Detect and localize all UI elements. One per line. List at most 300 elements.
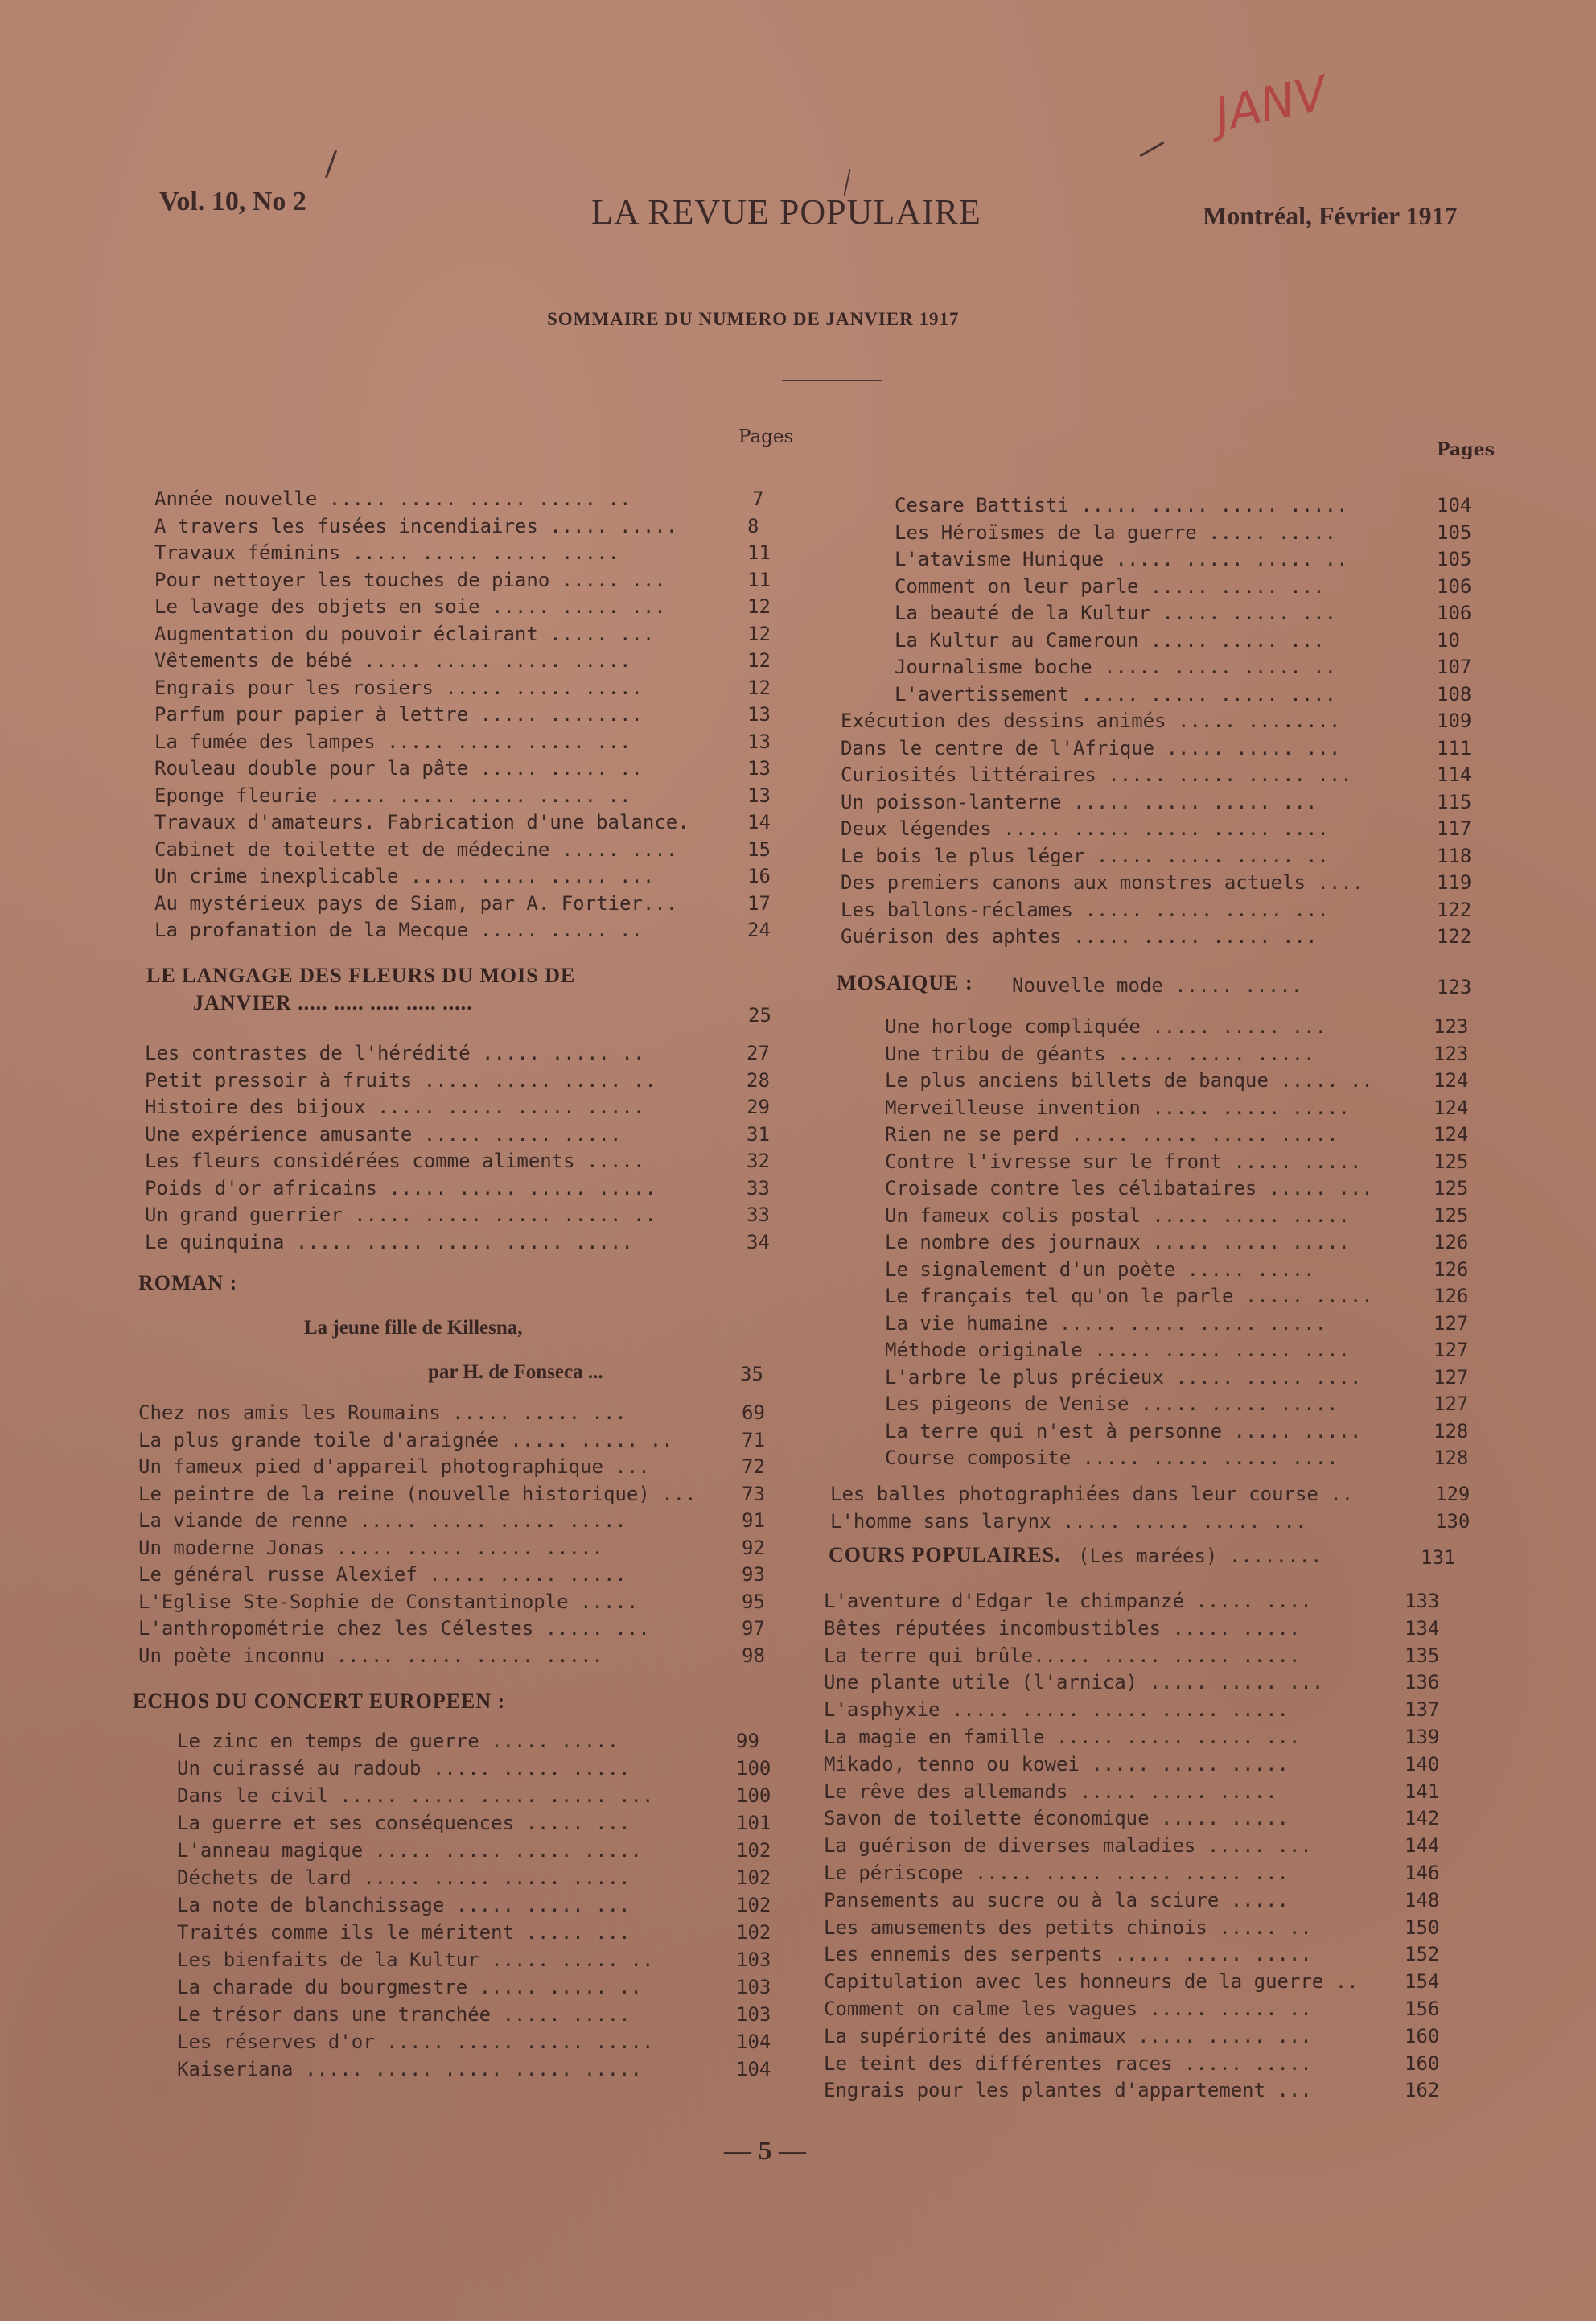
toc-entry (154, 838, 677, 861)
entry-title: La terre qui brûle..... ..... ..... ..... (824, 1644, 1301, 1667)
entry-page-number: 33 (747, 1176, 770, 1200)
page-folio: — 5 — (724, 2136, 806, 2166)
toc-entry (895, 683, 1336, 706)
echos-heading: ECHOS DU CONCERT EUROPEEN : (133, 1689, 506, 1713)
toc-entry (885, 1204, 1350, 1227)
toc-entry (138, 1401, 627, 1424)
entry-title: Les contrastes de l'hérédité ..... ..... .. (145, 1042, 645, 1064)
entry-page-number: 99 (736, 1730, 759, 1752)
entry-title: Année nouvelle ..... ..... ..... ..... .. (154, 488, 631, 510)
entry-page-number: 154 (1405, 1970, 1440, 1994)
entry-title: Cabinet de toilette et de médecine ..... .... (154, 837, 678, 861)
entry-page-number: 100 (736, 1784, 771, 1807)
toc-entry (885, 1447, 1339, 1469)
entry-page-number: 134 (1405, 1616, 1440, 1640)
toc-entry (885, 1177, 1373, 1200)
entry-title: Le trésor dans une tranchée ..... ..... (177, 2003, 631, 2026)
toc-entry (154, 811, 689, 833)
toc-entry (177, 2003, 631, 2026)
entry-page-number: 148 (1405, 1888, 1440, 1912)
entry-page-number: 115 (1437, 790, 1472, 813)
toc-entry (154, 515, 677, 537)
entry-page-number: 114 (1437, 763, 1472, 786)
toc-entry (154, 703, 643, 726)
entry-page-number: 102 (736, 1866, 771, 1889)
entry-page-number: 137 (1405, 1698, 1440, 1722)
entry-title: La supériorité des animaux ..... ..... ... (824, 2024, 1312, 2047)
entry-page-number: 136 (1405, 1671, 1440, 1694)
roman-title: La jeune fille de Killesna, (304, 1317, 523, 1339)
entry-title: Exécution des dessins animés ..... ........ (841, 710, 1341, 732)
entry-title: Le périscope ..... ..... ..... ..... ... (824, 1862, 1289, 1884)
entry-page-number: 12 (747, 649, 771, 672)
ink-stroke (1140, 142, 1165, 158)
entry-title: Les amusements des petits chinois ..... .. (824, 1916, 1312, 1939)
entry-page-number: 104 (736, 2031, 771, 2053)
entry-title: Un poète inconnu ..... ..... ..... ..... (138, 1644, 603, 1667)
toc-entry (885, 1285, 1373, 1307)
toc-entry (138, 1591, 638, 1613)
entry-page-number: 124 (1434, 1096, 1469, 1119)
entry-title: Rien ne se perd ..... ..... ..... ..... (885, 1123, 1339, 1146)
entry-page-number: 124 (1434, 1123, 1469, 1146)
toc-entry (824, 1834, 1312, 1857)
entry-page-number: 12 (747, 595, 771, 618)
entry-title: Engrais pour les plantes d'appartement ... (824, 2079, 1312, 2102)
toc-entry (895, 629, 1325, 652)
toc-entry (824, 1916, 1312, 1939)
toc-entry (177, 1784, 653, 1807)
toc-entry (177, 1894, 631, 1916)
entry-page-number: 162 (1405, 2079, 1440, 2102)
entry-title: Cesare Battisti ..... ..... ..... ..... (895, 494, 1348, 516)
toc-entry (154, 649, 631, 672)
toc-entry (885, 1258, 1315, 1281)
entry-page-number: 127 (1434, 1311, 1469, 1335)
entry-page-number: 105 (1437, 548, 1472, 570)
entry-page-number: 35 (740, 1363, 763, 1385)
entry-title: Chez nos amis les Roumains ..... ..... ... (138, 1401, 627, 1424)
entry-page-number: 126 (1434, 1231, 1469, 1253)
toc-entry (824, 1726, 1300, 1748)
entry-page-number: 123 (1437, 976, 1472, 998)
toc-entry (138, 1537, 603, 1559)
entry-page-number: 69 (742, 1401, 765, 1424)
toc-entry (895, 494, 1348, 516)
entry-title: Travaux féminins ..... ..... ..... ..... (154, 541, 619, 564)
cours-heading: COURS POPULAIRES. (829, 1543, 1061, 1566)
toc-entry (824, 2052, 1312, 2075)
issue-date: Montréal, Février 1917 (1203, 201, 1458, 230)
toc-entry (841, 817, 1329, 840)
entry-page-number: 150 (1405, 1916, 1440, 1939)
entry-page-number: 125 (1434, 1150, 1469, 1173)
entry-title: La fumée des lampes ..... ..... ..... ... (154, 730, 631, 753)
entry-title: La vie humaine ..... ..... ..... ..... (885, 1311, 1327, 1335)
entry-page-number: 8 (747, 514, 759, 537)
toc-entry (841, 845, 1329, 867)
entry-title: Kaiseriana ..... ..... ..... ..... ..... (177, 2058, 642, 2080)
entry-title: Eponge fleurie ..... ..... ..... ..... .. (154, 784, 631, 807)
toc-entry (138, 1563, 627, 1586)
toc-entry (895, 656, 1336, 678)
entry-title: Parfum pour papier à lettre ..... ........ (154, 703, 643, 726)
entry-title: Travaux d'amateurs. Fabrication d'une balance. (154, 811, 689, 833)
entry-title: Au mystérieux pays de Siam, par A. Fortier... (154, 891, 678, 915)
entry-page-number: 106 (1437, 602, 1472, 624)
entry-title: La viande de renne ..... ..... ..... ..... (138, 1509, 627, 1532)
entry-page-number: 11 (747, 568, 771, 591)
toc-entry (824, 1780, 1277, 1803)
entry-title: Un fameux pied d'appareil photographique ... (138, 1455, 650, 1478)
entry-page-number: 31 (747, 1122, 770, 1146)
toc-entry (895, 548, 1348, 570)
toc-entry (154, 595, 666, 618)
toc-entry (824, 1698, 1289, 1721)
toc-entry (177, 1839, 642, 1862)
entry-page-number: 142 (1405, 1807, 1440, 1830)
entry-page-number: 102 (736, 1894, 771, 1916)
entry-page-number: 103 (736, 1976, 771, 1998)
entry-title: Le quinquina ..... ..... ..... ..... ..... (145, 1230, 633, 1253)
entry-page-number: 123 (1434, 1015, 1469, 1038)
toc-entry (177, 2058, 642, 2080)
toc-entry (154, 784, 631, 807)
entry-page-number: 104 (736, 2058, 771, 2080)
entry-title: L'arbre le plus précieux ..... ..... .... (885, 1365, 1362, 1389)
entry-page-number: 130 (1435, 1509, 1471, 1533)
entry-page-number: 92 (742, 1536, 765, 1559)
section-heading: LE LANGAGE DES FLEURS DU MOIS DE (146, 964, 576, 987)
entry-title: La terre qui n'est à personne ..... ..... (885, 1419, 1362, 1442)
entry-title: Les réserves d'or ..... ..... ..... ..... (177, 2031, 654, 2053)
entry-title: Le bois le plus léger ..... ..... ..... .. (841, 844, 1329, 867)
entry-page-number: 10 (1437, 628, 1460, 652)
entry-page-number: 91 (742, 1509, 765, 1532)
toc-entry (145, 1123, 621, 1146)
entry-page-number: 13 (747, 757, 771, 780)
entry-title: La charade du bourgmestre ..... ..... .. (177, 1976, 642, 1998)
entry-title: Contre l'ivresse sur le front ..... ..... (885, 1150, 1362, 1173)
entry-page-number: 133 (1405, 1590, 1440, 1612)
entry-page-number: 11 (747, 541, 771, 564)
toc-entry (885, 1366, 1361, 1389)
entry-page-number: 124 (1434, 1069, 1469, 1092)
toc-entry (138, 1617, 650, 1640)
entry-page-number: 127 (1434, 1339, 1469, 1361)
toc-entry (824, 2025, 1312, 2047)
entry-title: Le signalement d'un poète ..... ..... (885, 1257, 1315, 1281)
toc-entry (885, 1150, 1361, 1173)
entry-page-number: 103 (736, 2003, 771, 2026)
entry-title: Un crime inexplicable ..... ..... ..... ... (154, 865, 655, 887)
toc-entry (138, 1429, 673, 1451)
entry-title: Les balles photographiées dans leur course .. (830, 1483, 1354, 1505)
toc-entry (885, 1123, 1339, 1146)
entry-page-number: 125 (1434, 1177, 1469, 1200)
entry-title: Histoire des bijoux ..... ..... ..... ..... (145, 1096, 645, 1118)
entry-page-number: 13 (747, 703, 771, 726)
entry-title: La Kultur au Cameroun ..... ..... ... (895, 628, 1325, 652)
entry-title: Le teint des différentes races ..... ..... (824, 2051, 1312, 2075)
entry-page-number: 126 (1434, 1285, 1469, 1307)
entry-title: Dans le centre de l'Afrique ..... ..... ... (841, 736, 1341, 759)
entry-title: Le zinc en temps de guerre ..... ..... (177, 1730, 619, 1752)
entry-title: Dans le civil ..... ..... ..... ..... ... (177, 1784, 654, 1807)
entry-title: Les fleurs considérées comme aliments ..... (145, 1150, 645, 1172)
entry-title: Rouleau double pour la pâte ..... ..... .. (154, 757, 643, 780)
entry-page-number: 97 (742, 1617, 765, 1640)
entry-title: Croisade contre les célibataires ..... ... (885, 1177, 1373, 1200)
toc-entry (177, 1921, 631, 1944)
entry-title: Comment on leur parle ..... ..... ... (895, 574, 1325, 598)
toc-entry (824, 1590, 1312, 1612)
ink-stroke (325, 150, 337, 179)
mosaique-heading: MOSAIQUE : (837, 971, 973, 994)
toc-entry (177, 1976, 642, 1998)
entry-title: Augmentation du pouvoir éclairant ..... ... (154, 622, 655, 645)
toc-entry (885, 1097, 1350, 1119)
toc-entry (177, 1730, 619, 1752)
publication-title: LA REVUE POPULAIRE (591, 192, 981, 232)
entry-title: Une expérience amusante ..... ..... ..... (145, 1122, 622, 1146)
entry-page-number: 127 (1434, 1393, 1469, 1415)
entry-title: Curiosités littéraires ..... ..... ..... ... (841, 763, 1352, 786)
toc-entry (154, 488, 631, 510)
entry-page-number: 123 (1434, 1042, 1469, 1065)
entry-title: Le lavage des objets en soie ..... ..... ... (154, 595, 666, 618)
entry-title: La guerre et ses conséquences ..... ... (177, 1812, 631, 1834)
entry-page-number: 102 (736, 1921, 771, 1944)
entry-page-number: 141 (1405, 1780, 1440, 1803)
toc-entry (138, 1483, 697, 1505)
entry-page-number: 33 (747, 1204, 770, 1226)
toc-entry (885, 1339, 1350, 1361)
entry-title: La beauté de la Kultur ..... ..... ... (895, 602, 1337, 624)
entry-page-number: 128 (1434, 1419, 1469, 1442)
toc-entry (145, 1150, 644, 1172)
entry-page-number: 71 (742, 1428, 765, 1451)
toc-entry (885, 1231, 1350, 1253)
entry-title: Les ballons-réclames ..... ..... ..... ... (841, 898, 1329, 921)
entry-title: Le peintre de la reine (nouvelle historique) ... (138, 1482, 697, 1505)
toc-entry (824, 1862, 1289, 1884)
entry-title: Poids d'or africains ..... ..... ..... ..... (145, 1176, 656, 1200)
entry-page-number: 119 (1437, 871, 1472, 894)
entry-title: Les ennemis des serpents ..... ..... ..... (824, 1943, 1312, 1966)
entry-page-number: 118 (1437, 844, 1472, 867)
entry-page-number: 111 (1437, 736, 1472, 759)
entry-title: Capitulation avec les honneurs de la guerre .. (824, 1970, 1359, 1994)
entry-title: L'anneau magique ..... ..... ..... ..... (177, 1839, 642, 1862)
entry-page-number: 126 (1434, 1257, 1469, 1281)
entry-title: L'Eglise Ste-Sophie de Constantinople ..... (138, 1590, 639, 1613)
entry-page-number: 13 (747, 784, 771, 807)
entry-page-number: 129 (1435, 1483, 1471, 1505)
toc-entry (154, 730, 631, 753)
toc-entry (830, 1483, 1353, 1505)
entry-title: La guérison de diverses maladies ..... ... (824, 1834, 1312, 1858)
toc-entry (154, 569, 666, 591)
entry-title: Course composite ..... ..... ..... .... (885, 1447, 1339, 1469)
entry-page-number: 28 (747, 1068, 770, 1092)
entry-page-number: 156 (1405, 1998, 1440, 2020)
toc-entry (841, 871, 1364, 894)
entry-page-number: 107 (1437, 656, 1472, 678)
entry-page-number: 32 (747, 1150, 770, 1172)
entry-title: La plus grande toile d'araignée ..... ..... .. (138, 1428, 673, 1451)
entry-title: L'atavisme Hunique ..... ..... ..... .. (895, 548, 1348, 570)
entry-page-number: 109 (1437, 710, 1472, 732)
entry-page-number: 29 (747, 1096, 770, 1118)
entry-title: Pour nettoyer les touches de piano ..... ... (154, 568, 666, 591)
entry-page-number: 125 (1434, 1204, 1469, 1227)
toc-entry (824, 1970, 1359, 1993)
entry-title: Un fameux colis postal ..... ..... ..... (885, 1204, 1350, 1227)
entry-title: Mikado, tenno ou kowei ..... ..... ..... (824, 1752, 1289, 1776)
entry-page-number: 13 (747, 730, 771, 753)
toc-entry (885, 1069, 1373, 1092)
toc-entry (145, 1069, 656, 1092)
entry-page-number: 105 (1437, 521, 1472, 544)
entry-title: Des premiers canons aux monstres actuels .... (841, 871, 1364, 894)
entry-title: Une plante utile (l'arnica) ..... ..... ... (824, 1671, 1324, 1694)
entry-page-number: 15 (747, 837, 771, 861)
entry-title: Déchets de lard ..... ..... ..... ..... (177, 1866, 631, 1889)
toc-entry (177, 1757, 631, 1780)
toc-entry (154, 541, 619, 564)
entry-page-number: 106 (1437, 574, 1472, 598)
toc-entry (154, 892, 677, 915)
pages-label-right: Pages (1437, 439, 1495, 460)
toc-entry (177, 2031, 653, 2053)
entry-title: Un moderne Jonas ..... ..... ..... ..... (138, 1536, 603, 1559)
summary-heading: SOMMAIRE DU NUMERO DE JANVIER 1917 (547, 309, 960, 329)
entry-title: Traités comme ils le méritent ..... ... (177, 1921, 631, 1944)
toc-entry (145, 1177, 656, 1200)
entry-page-number: 144 (1405, 1834, 1440, 1858)
entry-page-number: 25 (748, 1004, 771, 1027)
toc-entry (895, 602, 1336, 624)
toc-entry (841, 925, 1317, 948)
toc-entry (824, 1617, 1300, 1640)
entry-page-number: 146 (1405, 1862, 1440, 1884)
toc-entry (138, 1455, 650, 1478)
entry-page-number: 160 (1405, 2051, 1440, 2075)
entry-page-number: 117 (1437, 817, 1472, 840)
entry-page-number: 95 (742, 1590, 765, 1613)
entry-page-number: 72 (742, 1455, 765, 1478)
toc-entry (824, 1644, 1300, 1667)
entry-page-number: 7 (752, 488, 764, 510)
entry-page-number: 131 (1421, 1546, 1456, 1569)
toc-entry (154, 677, 643, 699)
toc-entry (138, 1644, 603, 1667)
entry-title: Le français tel qu'on le parle ..... ..... (885, 1285, 1373, 1307)
entry-title: Journalisme boche ..... ..... ..... .. (895, 656, 1337, 678)
toc-entry (841, 763, 1352, 786)
entry-title: Bêtes réputées incombustibles ..... ..... (824, 1616, 1301, 1640)
toc-entry (885, 1312, 1327, 1335)
entry-title: Merveilleuse invention ..... ..... ..... (885, 1096, 1350, 1119)
toc-entry (145, 1231, 633, 1253)
entry-title: Le nombre des journaux ..... ..... ..... (885, 1231, 1350, 1253)
entry-title: Comment on calme les vagues ..... ..... .. (824, 1998, 1312, 2020)
roman-author: par H. de Fonseca ... (428, 1361, 603, 1383)
entry-page-number: 14 (747, 811, 771, 833)
entry-title: Un grand guerrier ..... ..... ..... ..... .. (145, 1204, 656, 1226)
entry-page-number: 108 (1437, 682, 1472, 706)
toc-entry (885, 1043, 1315, 1065)
toc-entry (154, 623, 654, 645)
toc-entry (824, 1889, 1289, 1912)
entry-title: Une horloge compliquée ..... ..... ... (885, 1015, 1327, 1038)
entry-title: A travers les fusées incendiaires ..... ..... (154, 514, 678, 537)
entry-title: Petit pressoir à fruits ..... ..... ..... .. (145, 1068, 656, 1092)
entry-title: Savon de toilette économique ..... ..... (824, 1807, 1289, 1830)
handwritten-annotation: JANV (1210, 65, 1332, 142)
toc-entry (824, 1753, 1289, 1776)
entry-page-number: 103 (736, 1949, 771, 1971)
cours-rest: (Les marées) ........ (1078, 1545, 1322, 1567)
entry-title: L'asphyxie ..... ..... ..... ..... ..... (824, 1698, 1289, 1722)
entry-page-number: 135 (1405, 1644, 1440, 1667)
entry-page-number: 73 (742, 1482, 765, 1505)
entry-page-number: 34 (747, 1230, 770, 1253)
toc-entry (841, 791, 1317, 813)
entry-page-number: 127 (1434, 1365, 1469, 1389)
entry-title: Les pigeons de Venise ..... ..... ..... (885, 1393, 1339, 1415)
toc-entry (841, 899, 1329, 921)
entry-page-number: 12 (747, 676, 771, 699)
roman-heading: ROMAN : (138, 1271, 238, 1294)
entry-page-number: 17 (747, 891, 771, 915)
entry-title: La profanation de la Mecque ..... ..... .. (154, 919, 643, 941)
entry-title: Engrais pour les rosiers ..... ..... ..... (154, 676, 643, 699)
entry-page-number: 101 (736, 1812, 771, 1834)
entry-page-number: 122 (1437, 925, 1472, 948)
entry-title: Le plus anciens billets de banque ..... .. (885, 1069, 1373, 1092)
entry-title: Méthode originale ..... ..... ..... .... (885, 1339, 1350, 1361)
toc-entry (895, 575, 1325, 598)
entry-title: Deux légendes ..... ..... ..... ..... .... (841, 817, 1329, 840)
toc-entry (177, 1949, 653, 1971)
entry-title: Les bienfaits de la Kultur ..... ..... .. (177, 1949, 654, 1971)
entry-title: L'homme sans larynx ..... ..... ..... ... (830, 1509, 1307, 1533)
entry-title: Guérison des aphtes ..... ..... ..... ... (841, 925, 1318, 948)
toc-entry (824, 1671, 1323, 1693)
toc-entry (138, 1509, 627, 1532)
entry-page-number: 102 (736, 1839, 771, 1862)
entry-page-number: 12 (747, 622, 771, 645)
entry-title: Le rêve des allemands ..... ..... ..... (824, 1780, 1277, 1803)
entry-title: La note de blanchissage ..... ..... ... (177, 1894, 631, 1916)
toc-entry (841, 737, 1340, 759)
entry-page-number: 140 (1405, 1752, 1440, 1776)
toc-entry (841, 710, 1340, 732)
entry-page-number: 100 (736, 1757, 771, 1780)
divider (782, 380, 882, 381)
entry-page-number: 104 (1437, 494, 1472, 516)
entry-title: L'anthropométrie chez les Célestes ..... ... (138, 1617, 650, 1640)
volume-number: Vol. 10, No 2 (159, 187, 306, 216)
entry-page-number: 160 (1405, 2024, 1440, 2047)
toc-entry (824, 1807, 1289, 1829)
entry-page-number: 98 (742, 1644, 765, 1667)
toc-entry (145, 1042, 644, 1064)
entry-title: L'avertissement ..... ..... ..... .... (895, 682, 1337, 706)
toc-entry (154, 865, 654, 887)
